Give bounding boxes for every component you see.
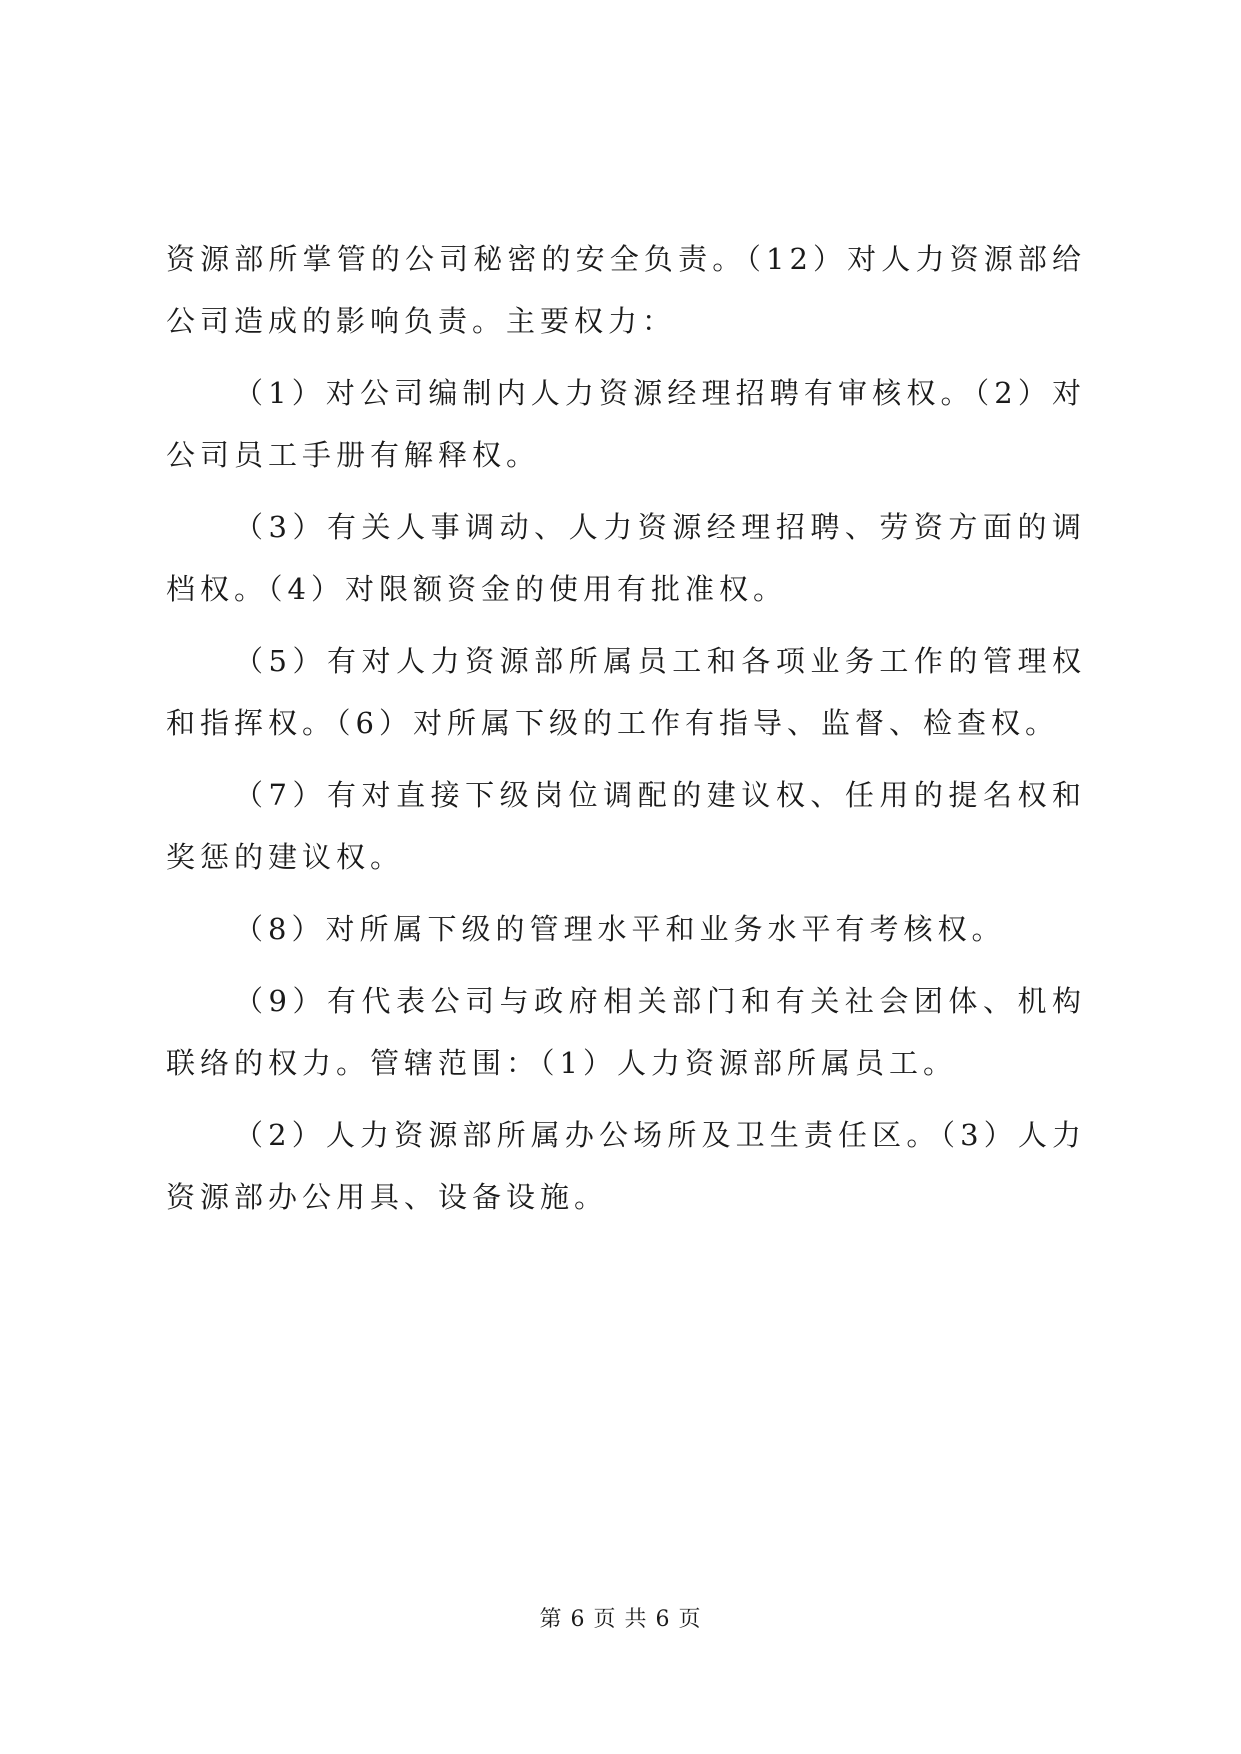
document-body [166, 228, 1086, 1238]
paragraph-1: 资源部所掌管的公司秘密的安全负责。（12）对人力资源部给公司造成的影响负责。主要权力： [166, 242, 1086, 338]
paragraph-6: （8）对所属下级的管理水平和业务水平有考核权。 [234, 912, 1006, 946]
page-number-footer: 第 6 页 共 6 页 [539, 1607, 702, 1632]
paragraph-8: （2）人力资源部所属办公场所及卫生责任区。（3）人力资源部办公用具、设备设施。 [166, 1118, 1086, 1214]
paragraph-4: （5）有对人力资源部所属员工和各项业务工作的管理权和指挥权。（6）对所属下级的工作有指导、监督、检查权。 [166, 644, 1086, 740]
paragraph-2: （1）对公司编制内人力资源经理招聘有审核权。（2）对公司员工手册有解释权。 [166, 376, 1086, 472]
paragraph-5: （7）有对直接下级岗位调配的建议权、任用的提名权和奖惩的建议权。 [166, 778, 1086, 874]
paragraph-7: （9）有代表公司与政府相关部门和有关社会团体、机构联络的权力。管辖范围：（1）人力资源部所属员工。 [166, 984, 1086, 1080]
paragraph-3: （3）有关人事调动、人力资源经理招聘、劳资方面的调档权。（4）对限额资金的使用有批准权。 [166, 510, 1086, 606]
